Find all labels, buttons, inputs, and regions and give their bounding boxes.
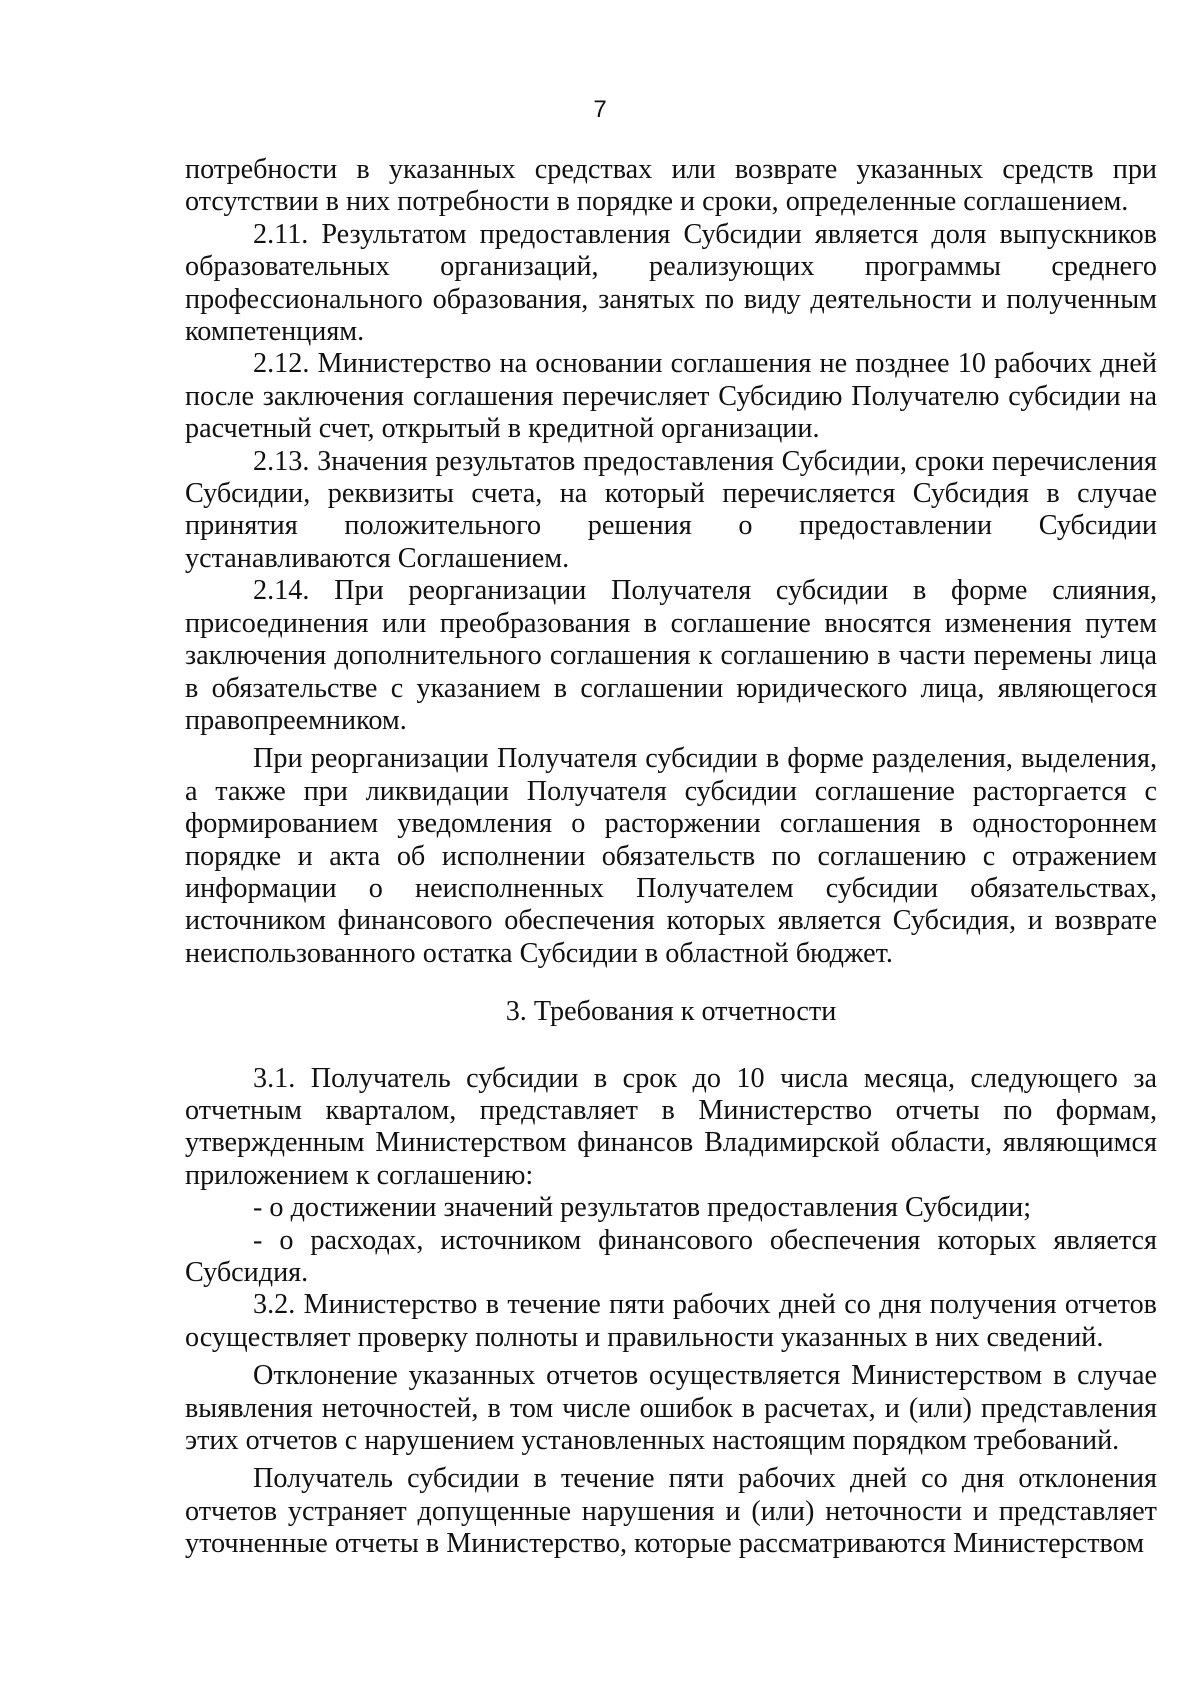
paragraph-3-2: 3.2. Министерство в течение пяти рабочих дней со дня получения отчетов осуществляет проверку полноты и правильности указанных в них сведений. [185, 1289, 1157, 1353]
page-number: 7 [593, 96, 607, 123]
list-item-results: - о достижении значений результатов предоставления Субсидии; [253, 1192, 1032, 1224]
document-body [185, 154, 1157, 1561]
paragraph-rejection: Отклонение указанных отчетов осуществляется Министерством в случае выявления неточностей, в том числе ошибок в расчетах, и (или) представления этих отчетов с нарушением установленных настоящим порядком требований. [185, 1360, 1157, 1457]
paragraph-2-12: 2.12. Министерство на основании соглашения не позднее 10 рабочих дней после заключения соглашения перечисляет Субсидию Получателю субсидии на расчетный счет, открытый в кредитной организации. [185, 348, 1157, 445]
section-heading: 3. Требования к отчетности [505, 996, 837, 1028]
paragraph-2-13: 2.13. Значения результатов предоставления Субсидии, сроки перечисления Субсидии, реквизиты счета, на который перечисляется Субсидия в случае принятия положительного решения о предоставлении Субсидии устанавливаются Соглашением. [185, 445, 1157, 574]
paragraph-reorganization: При реорганизации Получателя субсидии в форме разделения, выделения, а также при ликвидации Получателя субсидии соглашение расторгается с формированием уведомления о расторжении соглашения в одностороннем порядке и акта об исполнении обязательств по соглашению с отражением информации о неисполненных Получателем субсидии обязательствах, источником финансового обеспечения которых является Субсидия, и возврате неиспользованного остатка Субсидии в областной бюджет. [185, 743, 1157, 969]
paragraph-continuation: потребности в указанных средствах или возврате указанных средств при отсутствии в них потребности в порядке и сроки, определенные соглашением. [185, 154, 1157, 218]
paragraph-correction: Получатель субсидии в течение пяти рабочих дней со дня отклонения отчетов устраняет допущенные нарушения и (или) неточности и представляет уточненные отчеты в Министерство, которые рассматриваются Министерством [185, 1463, 1157, 1560]
paragraph-2-14: 2.14. При реорганизации Получателя субсидии в форме слияния, присоединения или преобразования в соглашение вносятся изменения путем заключения дополнительного соглашения к соглашению в части перемены лица в обязательстве с указанием в соглашении юридического лица, являющегося правопреемником. [185, 575, 1157, 736]
paragraph-3-1: 3.1. Получатель субсидии в срок до 10 числа месяца, следующего за отчетным кварталом, представляет в Министерство отчеты по формам, утвержденным Министерством финансов Владимирской области, являющимся приложением к соглашению: [185, 1062, 1157, 1191]
list-item-expenses: - о расходах, источником финансового обеспечения которых является Субсидия. [185, 1224, 1157, 1288]
paragraph-2-11: 2.11. Результатом предоставления Субсидии является доля выпускников образовательных организаций, реализующих программы среднего профессионального образования, занятых по виду деятельности и полученным компетенциям. [185, 218, 1157, 348]
